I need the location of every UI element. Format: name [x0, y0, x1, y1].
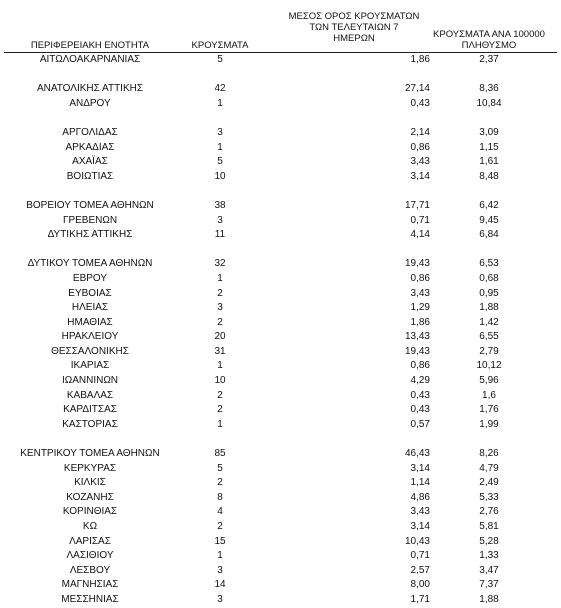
avg-cell [270, 403, 430, 418]
spacer-row [0, 432, 561, 447]
avg-value: 19,43 [404, 258, 430, 270]
region-cell: ΔΥΤΙΚΗΣ ΑΤΤΙΚΗΣ [47, 229, 133, 241]
region-cell: ΚΙΛΚΙΣ [74, 477, 106, 489]
avg-cell [270, 82, 430, 97]
region-cell: ΚΩ [82, 521, 98, 532]
per-100k-cell: 1,6 [482, 389, 496, 401]
cases-cell: 15 [214, 535, 226, 547]
header-avg-line3: ΗΜΕΡΩΝ [333, 33, 375, 44]
spacer-row [0, 243, 561, 258]
avg-value: 3,43 [410, 287, 430, 299]
table-row [0, 549, 561, 564]
per-100k-cell: 1,15 [479, 141, 499, 153]
table-row [0, 593, 561, 608]
table-row [0, 53, 561, 68]
region-cell: ΛΑΣΙΘΙΟΥ [66, 550, 114, 562]
avg-cell [270, 520, 430, 535]
table-row [0, 301, 561, 316]
cases-cell: 32 [214, 258, 226, 270]
avg-value: 10,43 [404, 535, 430, 547]
cases-cell: 2 [217, 287, 223, 299]
per-100k-cell: 3,47 [479, 564, 499, 576]
table-row [0, 257, 561, 272]
per-100k-cell: 0,68 [479, 272, 499, 284]
cases-cell: 2 [217, 389, 223, 401]
per-100k-cell: 6,55 [479, 331, 499, 343]
table-row [0, 389, 561, 404]
cases-cell: 11 [214, 229, 226, 241]
header-avg-line2: ΤΩΝ ΤΕΛΕΥΤΑΙΩΝ 7 [309, 22, 399, 33]
region-cell: ΑΡΚΑΔΙΑΣ [65, 141, 115, 153]
cases-cell: 85 [214, 448, 226, 460]
per-100k-cell: 8,36 [479, 83, 499, 95]
per-100k-cell: 6,53 [479, 258, 499, 270]
cases-cell: 1 [217, 360, 223, 372]
table-row [0, 287, 561, 302]
table-row [0, 126, 561, 141]
avg-cell [270, 345, 430, 360]
table-row [0, 272, 561, 287]
per-100k-cell: 10,84 [476, 97, 502, 109]
per-100k-cell: 1,88 [479, 593, 499, 605]
region-cell: ΗΜΑΘΙΑΣ [67, 316, 113, 328]
avg-value: 0,71 [410, 214, 430, 226]
table-row [0, 505, 561, 520]
region-cell: ΚΑΒΑΛΑΣ [66, 389, 114, 401]
per-100k-cell: 5,33 [479, 491, 499, 503]
cases-cell: 2 [217, 316, 223, 328]
table-row [0, 418, 561, 433]
region-cell: ΚΟΡΙΝΘΙΑΣ [62, 506, 118, 518]
avg-value: 0,71 [410, 550, 430, 562]
avg-cell [270, 330, 430, 345]
per-100k-cell: 1,99 [479, 418, 499, 430]
avg-cell [270, 126, 430, 141]
region-cell: ΚΑΡΔΙΤΣΑΣ [63, 404, 117, 416]
per-100k-cell: 2,37 [479, 54, 499, 65]
region-cell: ΔΥΤΙΚΟΥ ΤΟΜΕΑ ΑΘΗΝΩΝ [27, 258, 153, 270]
avg-value: 4,14 [410, 229, 430, 241]
avg-cell [270, 462, 430, 477]
region-cell: ΑΙΤΩΛΟΑΚΑΡΝΑΝΙΑΣ [39, 54, 141, 65]
avg-cell [270, 199, 430, 214]
table-row [0, 578, 561, 593]
cases-cell: 3 [217, 302, 223, 314]
region-cell: ΚΕΝΤΡΙΚΟΥ ΤΟΜΕΑ ΑΘΗΝΩΝ [20, 448, 160, 460]
avg-cell [270, 578, 430, 593]
per-100k-cell: 1,42 [479, 316, 499, 328]
per-100k-cell: 2,79 [479, 345, 499, 357]
header-avg [272, 11, 436, 44]
table-row [0, 564, 561, 579]
per-100k-cell: 0,95 [479, 287, 499, 299]
avg-value: 46,43 [404, 448, 430, 460]
region-cell: ΒΟΙΩΤΙΑΣ [66, 170, 114, 182]
table-row [0, 447, 561, 462]
avg-cell [270, 170, 430, 185]
cases-cell: 2 [217, 477, 223, 489]
region-cell: ΓΡΕΒΕΝΩΝ [62, 214, 118, 226]
cases-cell: 31 [214, 345, 226, 357]
header-per-line2: ΠΛΗΘΥΣΜΟ [461, 40, 517, 51]
table-row [0, 476, 561, 491]
table-row [0, 82, 561, 97]
table-row [0, 170, 561, 185]
avg-cell [270, 535, 430, 550]
avg-cell [270, 301, 430, 316]
cases-cell: 20 [214, 331, 226, 343]
avg-value: 0,86 [410, 141, 430, 153]
table-row [0, 345, 561, 360]
table-body [0, 53, 561, 608]
per-100k-cell: 2,49 [479, 477, 499, 489]
cases-cell: 4 [217, 506, 223, 518]
avg-cell [270, 53, 430, 68]
avg-cell [270, 272, 430, 287]
avg-cell [270, 257, 430, 272]
per-100k-cell: 10,12 [476, 360, 502, 372]
table-row [0, 491, 561, 506]
avg-cell [270, 287, 430, 302]
region-cell: ΚΟΖΑΝΗΣ [66, 491, 114, 503]
per-100k-cell: 6,84 [479, 229, 499, 241]
cases-cell: 5 [217, 462, 223, 474]
table-row [0, 535, 561, 550]
avg-value: 27,14 [404, 83, 430, 95]
region-cell: ΕΥΒΟΙΑΣ [68, 287, 112, 299]
region-cell: ΑΧΑΪΑΣ [72, 156, 108, 168]
region-cell: ΑΝΑΤΟΛΙΚΗΣ ΑΤΤΙΚΗΣ [36, 83, 144, 95]
per-100k-cell: 1,76 [479, 404, 499, 416]
avg-value: 8,00 [410, 579, 430, 591]
avg-cell [270, 228, 430, 243]
header-cases: ΚΡΟΥΣΜΑΤΑ [191, 40, 249, 51]
per-100k-cell: 1,33 [479, 550, 499, 562]
table-row [0, 228, 561, 243]
avg-cell [270, 476, 430, 491]
avg-cell [270, 593, 430, 608]
table-row [0, 316, 561, 331]
per-100k-cell: 5,81 [479, 521, 499, 532]
region-cell: ΑΝΔΡΟΥ [69, 97, 111, 109]
per-100k-cell: 9,45 [479, 214, 499, 226]
per-100k-cell: 1,61 [479, 156, 499, 168]
table-row [0, 462, 561, 477]
avg-cell [270, 549, 430, 564]
spacer-row [0, 68, 561, 83]
per-100k-cell: 5,28 [479, 535, 499, 547]
avg-cell [270, 359, 430, 374]
per-100k-cell: 7,37 [479, 579, 499, 591]
region-cell: ΕΒΡΟΥ [72, 272, 108, 284]
spacer-row [0, 111, 561, 126]
region-cell: ΙΩΑΝΝΙΝΩΝ [61, 375, 119, 387]
table-row [0, 214, 561, 229]
region-cell: ΜΑΓΝΗΣΙΑΣ [61, 579, 119, 591]
spacer-row [0, 184, 561, 199]
table-row [0, 97, 561, 112]
cases-cell: 10 [214, 375, 226, 387]
region-cell: ΛΑΡΙΣΑΣ [69, 535, 111, 547]
region-cell: ΜΕΣΣΗΝΙΑΣ [61, 593, 119, 605]
cases-cell: 2 [217, 404, 223, 416]
table-row [0, 199, 561, 214]
header-avg-line1: ΜΕΣΟΣ ΟΡΟΣ ΚΡΟΥΣΜΑΤΩΝ [288, 11, 420, 22]
avg-cell [270, 316, 430, 331]
avg-cell [270, 155, 430, 170]
avg-value: 1,29 [410, 302, 430, 314]
avg-value: 4,86 [410, 491, 430, 503]
avg-value: 1,14 [410, 477, 430, 489]
avg-cell [270, 418, 430, 433]
avg-cell [270, 141, 430, 156]
avg-value: 13,43 [404, 331, 430, 343]
cases-cell: 1 [217, 550, 223, 562]
region-cell: ΚΕΡΚΥΡΑΣ [63, 462, 117, 474]
avg-value: 0,86 [410, 272, 430, 284]
per-100k-cell: 6,42 [479, 199, 499, 211]
table-row [0, 403, 561, 418]
avg-value: 0,43 [410, 404, 430, 416]
avg-value: 0,43 [410, 97, 430, 109]
region-cell: ΚΑΣΤΟΡΙΑΣ [62, 418, 118, 430]
avg-value: 0,43 [410, 389, 430, 401]
avg-value: 3,14 [410, 521, 430, 532]
avg-value: 0,86 [410, 360, 430, 372]
cases-cell: 5 [217, 156, 223, 168]
cases-cell: 1 [217, 272, 223, 284]
avg-cell [270, 505, 430, 520]
cases-cell: 3 [217, 564, 223, 576]
cases-cell: 5 [217, 54, 223, 65]
avg-value: 3,14 [410, 170, 430, 182]
per-100k-cell: 8,26 [479, 448, 499, 460]
per-100k-cell: 1,88 [479, 302, 499, 314]
table-row [0, 520, 561, 535]
per-100k-cell: 2,76 [479, 506, 499, 518]
region-cell: ΛΕΣΒΟΥ [69, 564, 111, 576]
avg-cell [270, 491, 430, 506]
table-row [0, 155, 561, 170]
avg-cell [270, 447, 430, 462]
cases-cell: 8 [217, 491, 223, 503]
cases-cell: 3 [217, 593, 223, 605]
region-cell: ΗΛΕΙΑΣ [71, 302, 109, 314]
avg-value: 3,43 [410, 506, 430, 518]
cases-cell: 1 [217, 97, 223, 109]
cases-cell: 1 [217, 141, 223, 153]
header-per-100k [414, 29, 561, 51]
avg-value: 1,71 [410, 593, 430, 605]
per-100k-cell: 4,79 [479, 462, 499, 474]
per-100k-cell: 8,48 [479, 170, 499, 182]
cases-cell: 38 [214, 199, 226, 211]
avg-value: 1,86 [410, 316, 430, 328]
avg-value: 17,71 [404, 199, 430, 211]
per-100k-cell: 5,96 [479, 375, 499, 387]
avg-value: 0,57 [410, 418, 430, 430]
avg-cell [270, 97, 430, 112]
cases-cell: 42 [214, 83, 226, 95]
avg-cell [270, 214, 430, 229]
cases-cell: 3 [217, 214, 223, 226]
region-cell: ΗΡΑΚΛΕΙΟΥ [61, 331, 119, 343]
table-row [0, 330, 561, 345]
avg-value: 2,14 [410, 126, 430, 138]
cases-cell: 3 [217, 126, 223, 138]
cases-cell: 2 [217, 521, 223, 532]
cases-cell: 14 [214, 579, 226, 591]
region-cell: ΙΚΑΡΙΑΣ [70, 360, 110, 372]
table-row [0, 359, 561, 374]
avg-cell [270, 374, 430, 389]
region-cell: ΒΟΡΕΙΟΥ ΤΟΜΕΑ ΑΘΗΝΩΝ [26, 199, 154, 211]
table-row [0, 374, 561, 389]
avg-value: 1,86 [410, 54, 430, 65]
region-cell: ΘΕΣΣΑΛΟΝΙΚΗΣ [51, 345, 129, 357]
per-100k-cell: 3,09 [479, 126, 499, 138]
cases-cell: 10 [214, 170, 226, 182]
avg-value: 2,57 [410, 564, 430, 576]
avg-value: 3,14 [410, 462, 430, 474]
table-row [0, 141, 561, 156]
avg-value: 4,29 [410, 375, 430, 387]
avg-cell [270, 389, 430, 404]
header-per-line1: ΚΡΟΥΣΜΑΤΑ ΑΝΑ 100000 [433, 29, 545, 40]
header-region: ΠΕΡΙΦΕΡΕΙΑΚΗ ΕΝΟΤΗΤΑ [30, 40, 150, 51]
avg-value: 3,43 [410, 156, 430, 168]
avg-cell [270, 564, 430, 579]
cases-cell: 1 [217, 418, 223, 430]
avg-value: 19,43 [404, 345, 430, 357]
region-cell: ΑΡΓΟΛΙΔΑΣ [62, 126, 118, 138]
